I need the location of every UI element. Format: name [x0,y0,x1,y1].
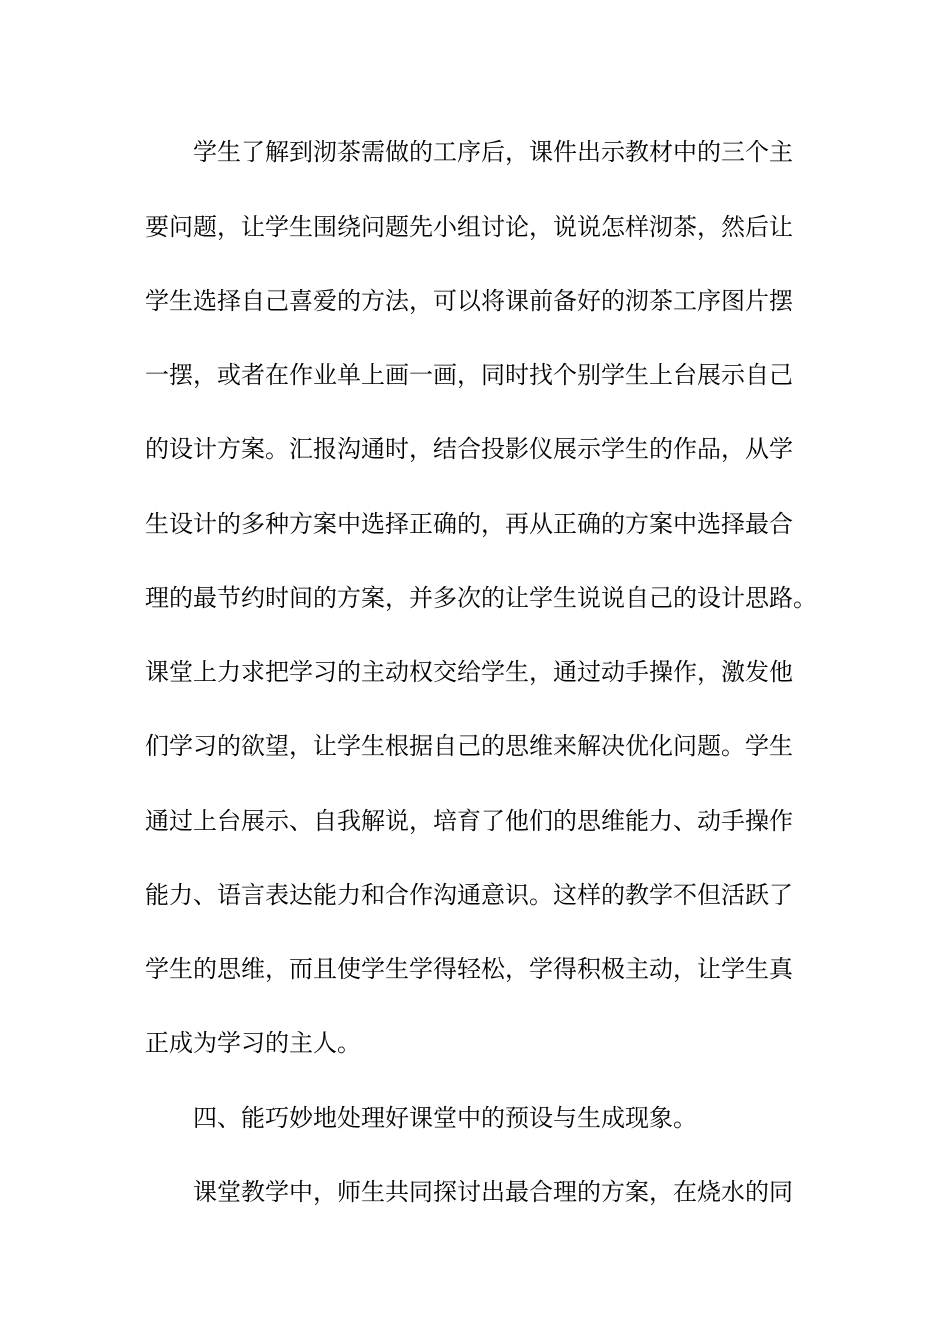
paragraph-1-line-10: 通过上台展示、自我解说，培育了他们的思维能力、动手操作 [145,807,793,835]
paragraph-1-line-6: 生设计的多种方案中选择正确的，再从正确的方案中选择最合 [145,510,793,538]
paragraph-1-line-12: 学生的思维，而且使学生学得轻松，学得积极主动，让学生真 [145,955,793,983]
paragraph-1-line-9: 们学习的欲望，让学生根据自己的思维来解决优化问题。学生 [145,732,793,760]
paragraph-1-line-1: 学生了解到沏茶需做的工序后，课件出示教材中的三个主 [193,138,793,166]
paragraph-1-line-5: 的设计方案。汇报沟通时，结合投影仪展示学生的作品，从学 [145,435,793,463]
paragraph-1-line-7: 理的最节约时间的方案，并多次的让学生说说自己的设计思路。 [145,584,817,612]
section-heading: 四、能巧妙地处理好课堂中的预设与生成现象。 [193,1104,697,1132]
paragraph-1-line-4: 一摆，或者在作业单上画一画，同时找个别学生上台展示自己 [145,361,793,389]
paragraph-1-line-3: 学生选择自己喜爱的方法，可以将课前备好的沏茶工序图片摆 [145,287,793,315]
paragraph-2-line-1: 课堂教学中，师生共同探讨出最合理的方案，在烧水的同 [193,1178,793,1206]
paragraph-1-line-8: 课堂上力求把学习的主动权交给学生，通过动手操作，激发他 [145,658,793,686]
paragraph-1-line-13: 正成为学习的主人。 [145,1029,361,1057]
paragraph-1-line-11: 能力、语言表达能力和合作沟通意识。这样的教学不但活跃了 [145,881,793,909]
paragraph-1-line-2: 要问题，让学生围绕问题先小组讨论，说说怎样沏茶，然后让 [145,213,793,241]
